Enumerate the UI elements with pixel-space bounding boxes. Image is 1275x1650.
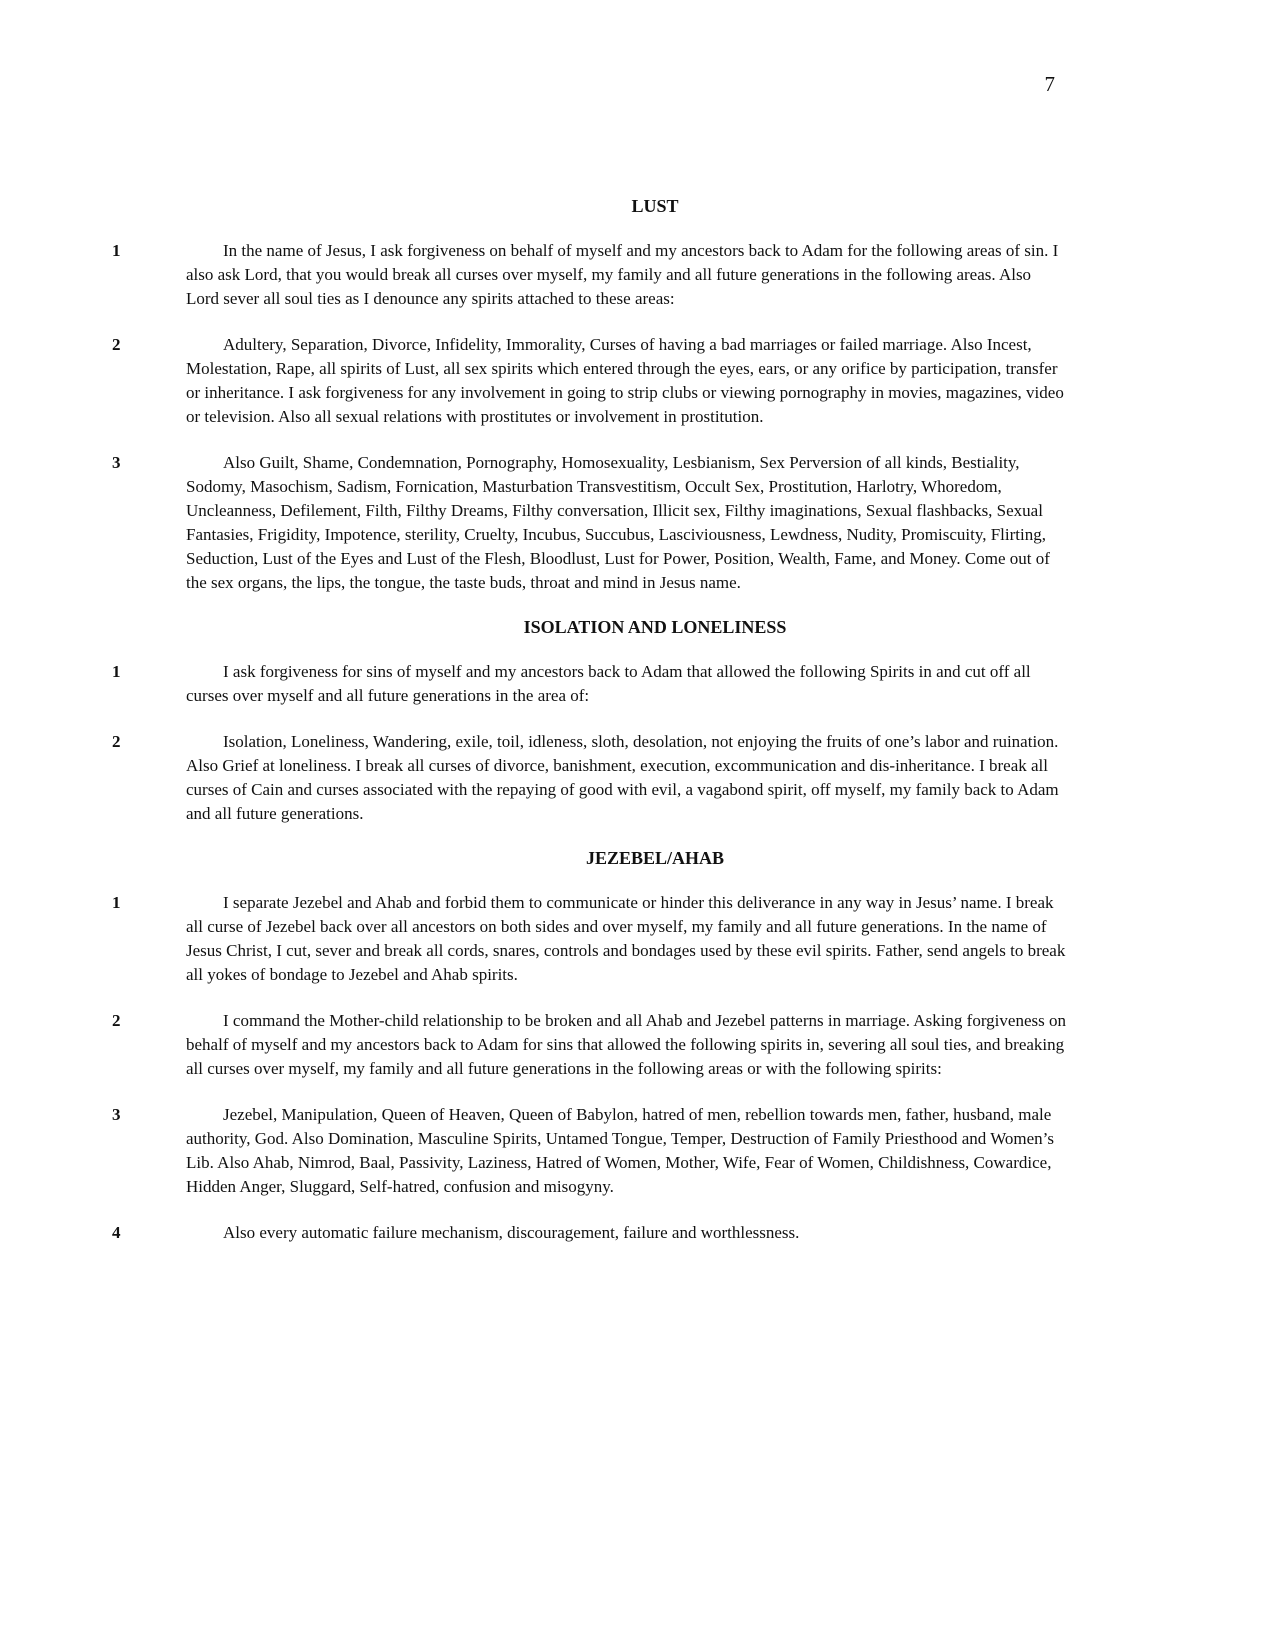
paragraph-number: 1	[112, 662, 121, 681]
paragraph-text: I separate Jezebel and Ahab and forbid them to communicate or hinder this deliverance in any way in Jesus’ name. I break all curse of Jezebel back over all ancestors on both sides and over myself, my family and all future generations. In the name of Jesus Christ, I cut, sever and break all cords, snares, controls and bondages used by these evil spirits. Father, send angels to break all yokes of bondage to Jezebel and Ahab spirits.	[186, 893, 1066, 984]
section-heading: LUST	[631, 196, 679, 216]
page-number: 7	[1044, 72, 1055, 96]
paragraph	[0, 239, 1275, 311]
section-heading: JEZEBEL/AHAB	[585, 848, 725, 868]
paragraph-number: 4	[112, 1223, 121, 1242]
paragraph	[0, 451, 1275, 595]
paragraph-number: 3	[112, 1105, 121, 1124]
paragraph-text: Also every automatic failure mechanism, discouragement, failure and worthlessness.	[223, 1223, 800, 1242]
paragraph-number: 1	[112, 893, 121, 912]
paragraph-text: Adultery, Separation, Divorce, Infidelity, Immorality, Curses of having a bad marriages or failed marriage. Also Incest, Molestation, Rape, all spirits of Lust, all sex spirits which entered through the eyes, ears, or any orifice by participation, transfer or inheritance. I ask forgiveness for any involvement in going to strip clubs or viewing pornography in movies, magazines, video or television. Also all sexual relations with prostitutes or involvement in prostitution.	[186, 335, 1064, 426]
paragraph-number: 2	[112, 335, 121, 354]
paragraph-number: 2	[112, 732, 121, 751]
section-jezebel-ahab	[0, 848, 1275, 1245]
paragraph	[0, 1009, 1275, 1081]
paragraph-number: 3	[112, 453, 121, 472]
section-isolation-and-loneliness	[0, 617, 1275, 826]
paragraph	[0, 891, 1275, 987]
paragraph-text: Also Guilt, Shame, Condemnation, Pornography, Homosexuality, Lesbianism, Sex Perversion of all kinds, Bestiality, Sodomy, Masochism, Sadism, Fornication, Masturbation Transvestitism, Occult Sex, Prostitution, Harlotry, Whoredom, Uncleanness, Defilement, Filth, Filthy Dreams, Filthy conversation, Illicit sex, Filthy imaginations, Sexual flashbacks, Sexual Fantasies, Frigidity, Impotence, sterility, Cruelty, Incubus, Succubus, Lasciviousness, Lewdness, Nudity, Promiscuity, Flirting, Seduction, Lust of the Eyes and Lust of the Flesh, Bloodlust, Lust for Power, Position, Wealth, Fame, and Money. Come out of the sex organs, the lips, the tongue, the taste buds, throat and mind in Jesus name.	[186, 453, 1050, 592]
document-body	[0, 196, 1275, 1267]
section-lust	[0, 196, 1275, 595]
paragraph	[0, 333, 1275, 429]
paragraph-number: 1	[112, 241, 121, 260]
paragraph-text: I ask forgiveness for sins of myself and my ancestors back to Adam that allowed the following Spirits in and cut off all curses over myself and all future generations in the area of:	[186, 662, 1031, 705]
paragraph-text: I command the Mother-child relationship to be broken and all Ahab and Jezebel patterns in marriage. Asking forgiveness on behalf of myself and my ancestors back to Adam for sins that allowed the following spirits in, severing all soul ties, and breaking all curses over myself, my family and all future generations in the following areas or with the following spirits:	[186, 1011, 1066, 1078]
paragraph-text: Isolation, Loneliness, Wandering, exile, toil, idleness, sloth, desolation, not enjoying the fruits of one’s labor and ruination. Also Grief at loneliness. I break all curses of divorce, banishment, execution, excommunication and dis-inheritance. I break all curses of Cain and curses associated with the repaying of good with evil, a vagabond spirit, off myself, my family back to Adam and all future generations.	[186, 732, 1059, 823]
paragraph-number: 2	[112, 1011, 121, 1030]
section-heading: ISOLATION AND LONELINESS	[523, 617, 787, 637]
paragraph-text: Jezebel, Manipulation, Queen of Heaven, Queen of Babylon, hatred of men, rebellion towards men, father, husband, male authority, God. Also Domination, Masculine Spirits, Untamed Tongue, Temper, Destruction of Family Priesthood and Women’s Lib. Also Ahab, Nimrod, Baal, Passivity, Laziness, Hatred of Women, Mother, Wife, Fear of Women, Childishness, Cowardice, Hidden Anger, Sluggard, Self-hatred, confusion and misogyny.	[186, 1105, 1054, 1196]
paragraph-text: In the name of Jesus, I ask forgiveness on behalf of myself and my ancestors back to Adam for the following areas of sin. I also ask Lord, that you would break all curses over myself, my family and all future generations in the following areas. Also Lord sever all soul ties as I denounce any spirits attached to these areas:	[186, 241, 1059, 308]
paragraph	[0, 1221, 1275, 1245]
paragraph	[0, 660, 1275, 708]
paragraph	[0, 1103, 1275, 1199]
paragraph	[0, 730, 1275, 826]
